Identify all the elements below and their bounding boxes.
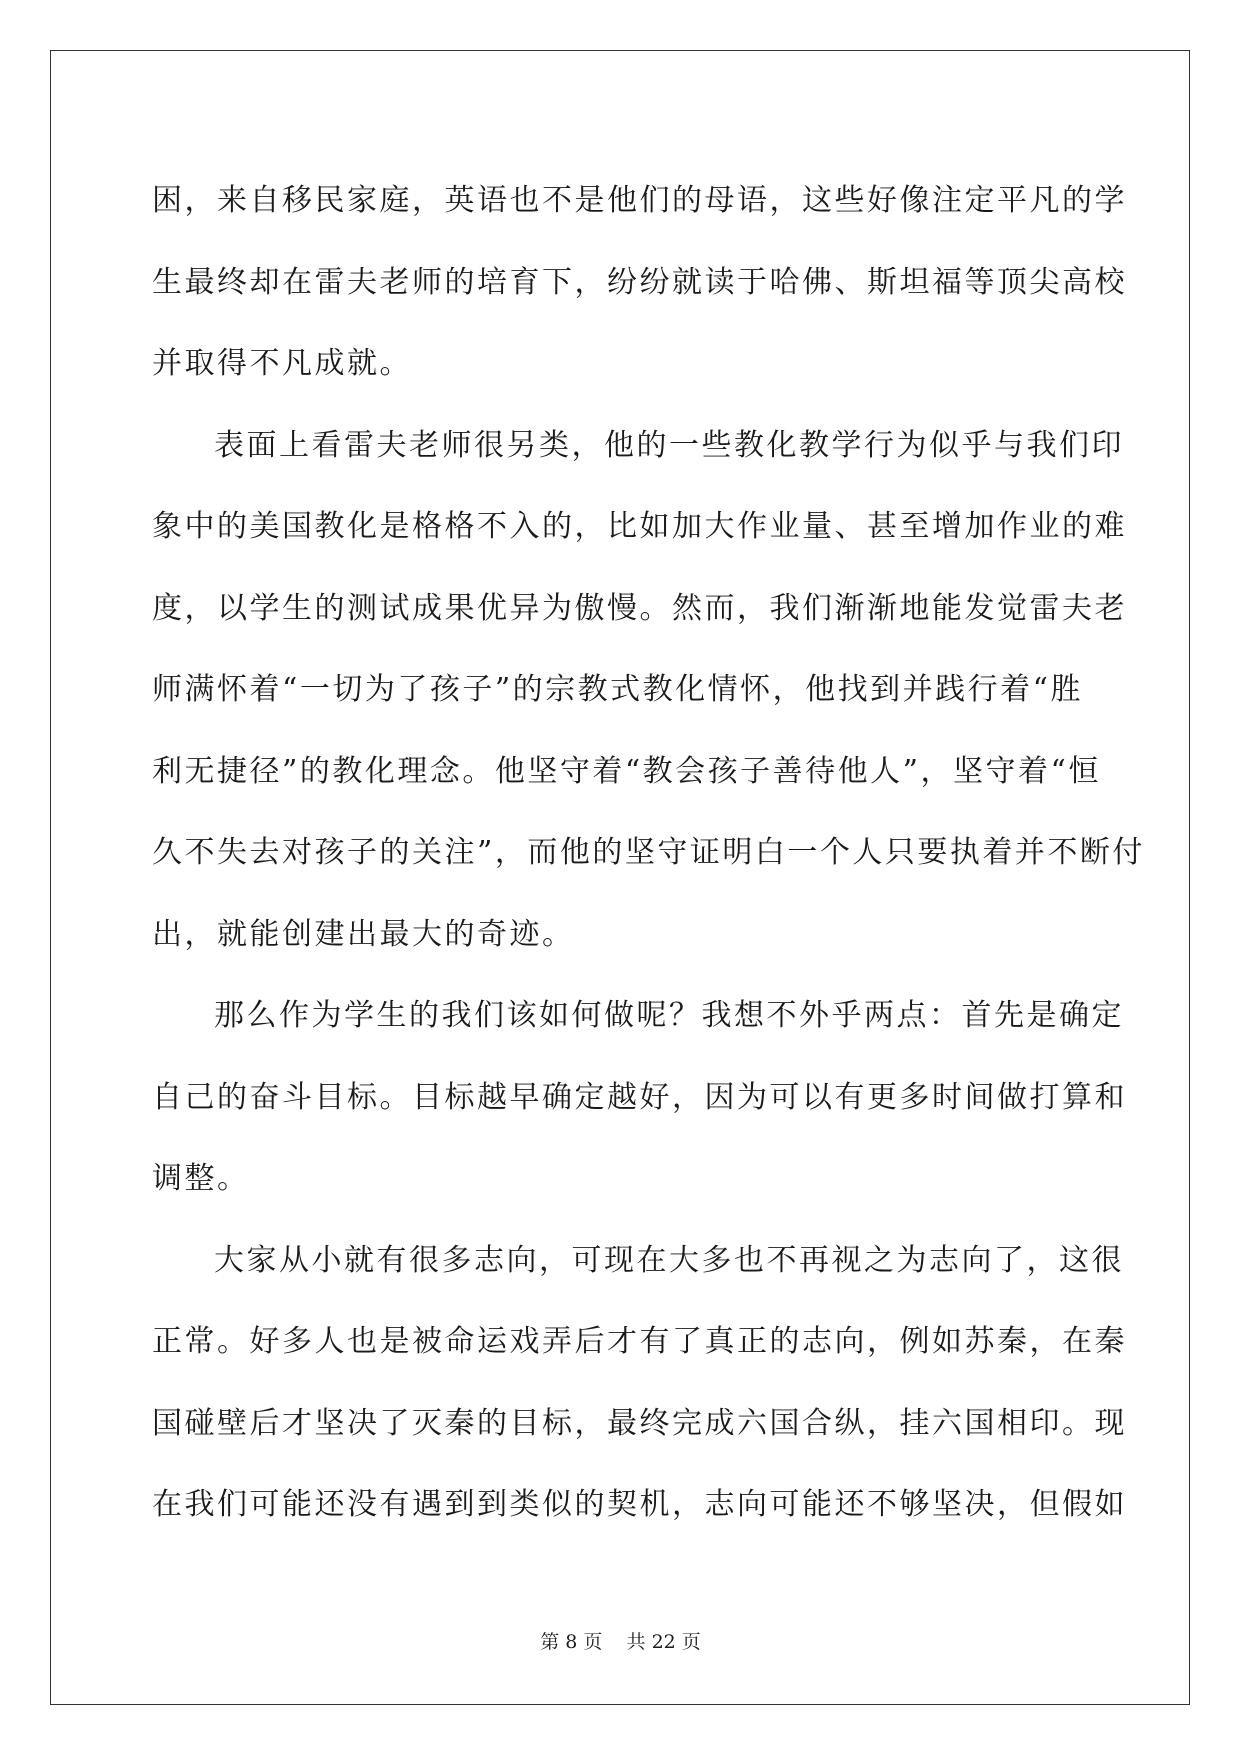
- text-line: 利无捷径”的教化理念。他坚守着“教会孩子善待他人”，坚守着“恒: [152, 753, 1101, 789]
- paragraph: [152, 160, 1127, 405]
- text-line: 自己的奋斗目标。目标越早确定越好，因为可以有更多时间做打算和: [152, 1079, 1127, 1115]
- text-line: 出，就能创建出最大的奇迹。: [152, 916, 575, 952]
- paragraph: [152, 1220, 1127, 1546]
- paragraph: [152, 975, 1127, 1220]
- document-body: [152, 160, 1145, 1546]
- text-line: 久不失去对孩子的关注”，而他的坚守证明白一个人只要执着并不断付: [152, 835, 1145, 870]
- text-line: 并取得不凡成就。: [152, 346, 412, 381]
- text-line: 师满怀着“一切为了孩子”的宗教式教化情怀，他找到并践行着“胜: [152, 672, 1084, 707]
- text-line: 度，以学生的测试成果优异为傲慢。然而，我们渐渐地能发觉雷夫老: [152, 590, 1127, 626]
- text-line: 生最终却在雷夫老师的培育下，纷纷就读于哈佛、斯坦福等顶尖高校: [152, 264, 1127, 300]
- page-footer: [0, 1627, 1241, 1654]
- text-line: 国碰壁后才坚决了灭秦的目标，最终完成六国合纵，挂六国相印。现: [152, 1405, 1127, 1441]
- paragraph: [152, 405, 1145, 976]
- text-line: 调整。: [152, 1161, 250, 1196]
- text-line: 那么作为学生的我们该如何做呢？我想不外乎两点：首先是确定: [214, 998, 1124, 1033]
- text-line: 象中的美国教化是格格不入的，比如加大作业量、甚至增加作业的难: [152, 509, 1127, 544]
- text-line: 正常。好多人也是被命运戏弄后才有了真正的志向，例如苏秦，在秦: [152, 1324, 1127, 1359]
- text-line: 大家从小就有很多志向，可现在大多也不再视之为志向了，这很: [214, 1242, 1124, 1278]
- current-page-label: 第 8 页: [540, 1631, 603, 1653]
- text-line: 表面上看雷夫老师很另类，他的一些教化教学行为似乎与我们印: [214, 427, 1124, 463]
- text-line: 困，来自移民家庭，英语也不是他们的母语，这些好像注定平凡的学: [152, 183, 1127, 218]
- total-pages-label: 共 22 页: [626, 1631, 701, 1653]
- text-line: 在我们可能还没有遇到到类似的契机，志向可能还不够坚决，但假如: [152, 1487, 1127, 1522]
